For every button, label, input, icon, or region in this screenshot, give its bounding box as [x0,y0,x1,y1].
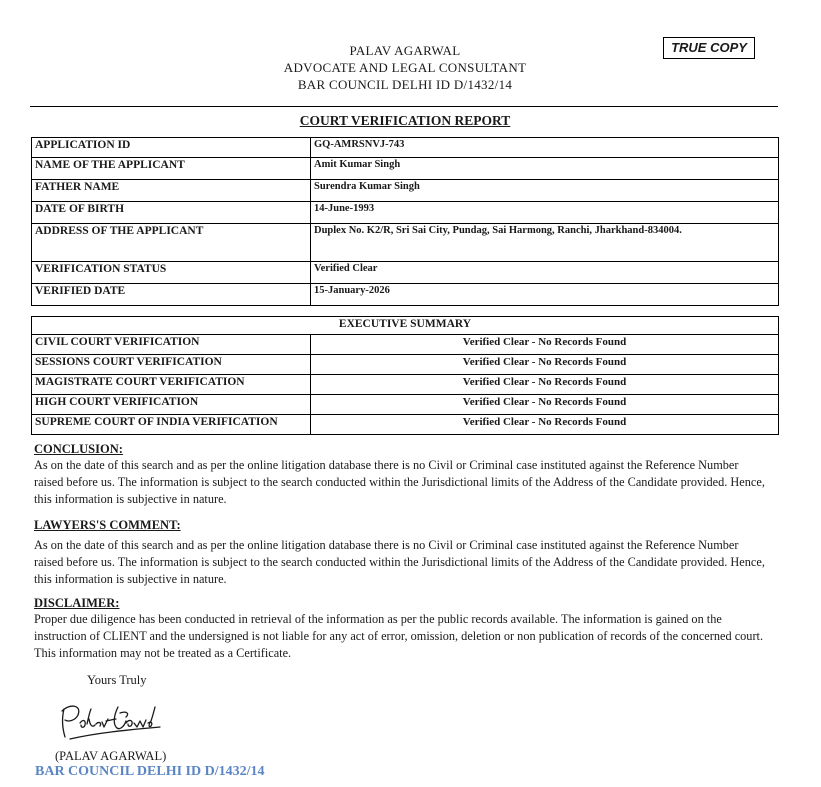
civil-court-result: Verified Clear - No Records Found [311,335,779,355]
header-divider [30,106,778,107]
lawyers-comment-text: As on the date of this search and as per the online litigation database there is no Civil or Criminal case instituted against the Reference Number raised before us. The information is subject to the search conducted within the Jurisdictional limits of the Address of the Candidate provided. Hence, this information is subjective in nature. [34,538,765,586]
signature-icon [56,697,166,745]
application-id-label: APPLICATION ID [32,138,311,158]
table-row [32,158,779,180]
high-court-result: Verified Clear - No Records Found [311,395,779,415]
conclusion-heading: CONCLUSION: [34,442,123,456]
high-court-label: HIGH COURT VERIFICATION [32,395,311,415]
supreme-court-label: SUPREME COURT OF INDIA VERIFICATION [32,415,311,435]
father-name-value: Surendra Kumar Singh [311,180,779,202]
disclaimer-text: Proper due diligence has been conducted in retrieval of the information as per the public records available. The information is gained on the instruction of CLIENT and the undersigned is not liable for any act of error, omission, deletion or non publication of records of the concerned court. This information may not be treated as a Certificate. [34,612,764,660]
applicant-name-label: NAME OF THE APPLICANT [32,158,311,180]
executive-summary-table [31,316,779,435]
table-row [32,355,779,375]
table-row [32,202,779,224]
table-row [32,415,779,435]
table-row [32,375,779,395]
table-row [32,262,779,284]
signatory-name: (PALAV AGARWAL) [55,749,167,763]
application-id-value: GQ-AMRSNVJ-743 [311,138,779,158]
address-label: ADDRESS OF THE APPLICANT [32,224,311,262]
true-copy-stamp: TRUE COPY [663,37,755,59]
civil-court-label: CIVIL COURT VERIFICATION [32,335,311,355]
sessions-court-result: Verified Clear - No Records Found [311,355,779,375]
dob-value: 14-June-1993 [311,202,779,224]
signatory-bar-id: BAR COUNCIL DELHI ID D/1432/14 [35,764,265,779]
signature [56,697,166,750]
sessions-court-label: SESSIONS COURT VERIFICATION [32,355,311,375]
table-row [32,224,779,262]
dob-label: DATE OF BIRTH [32,202,311,224]
lawyers-comment-heading: LAWYERS'S COMMENT: [34,518,181,532]
disclaimer-heading: DISCLAIMER: [34,596,120,610]
table-row [32,335,779,355]
table-row [32,180,779,202]
verification-status-value: Verified Clear [311,262,779,284]
applicant-name-value: Amit Kumar Singh [311,158,779,180]
table-row [32,284,779,306]
verification-status-label: VERIFICATION STATUS [32,262,311,284]
verified-date-label: VERIFIED DATE [32,284,311,306]
applicant-table [31,137,779,306]
supreme-court-result: Verified Clear - No Records Found [311,415,779,435]
address-value: Duplex No. K2/R, Sri Sai City, Pundag, Sai Harmong, Ranchi, Jharkhand-834004. [311,224,779,262]
magistrate-court-result: Verified Clear - No Records Found [311,375,779,395]
executive-summary-title: EXECUTIVE SUMMARY [32,317,779,335]
report-title: COURT VERIFICATION REPORT [299,113,511,128]
advocate-designation: ADVOCATE AND LEGAL CONSULTANT [283,60,527,75]
table-row [32,317,779,335]
magistrate-court-label: MAGISTRATE COURT VERIFICATION [32,375,311,395]
conclusion-text: As on the date of this search and as per the online litigation database there is no Civil or Criminal case instituted against the Reference Number raised before us. The information is subject to the search conducted within the Jurisdictional limits of the Address of the Candidate provided. Hence, this information is subjective in nature. [34,458,765,506]
closing-salutation: Yours Truly [87,673,147,687]
table-row [32,395,779,415]
advocate-name: PALAV AGARWAL [349,43,461,58]
table-row [32,138,779,158]
father-name-label: FATHER NAME [32,180,311,202]
advocate-bar-id: BAR COUNCIL DELHI ID D/1432/14 [297,77,513,92]
verified-date-value: 15-January-2026 [311,284,779,306]
